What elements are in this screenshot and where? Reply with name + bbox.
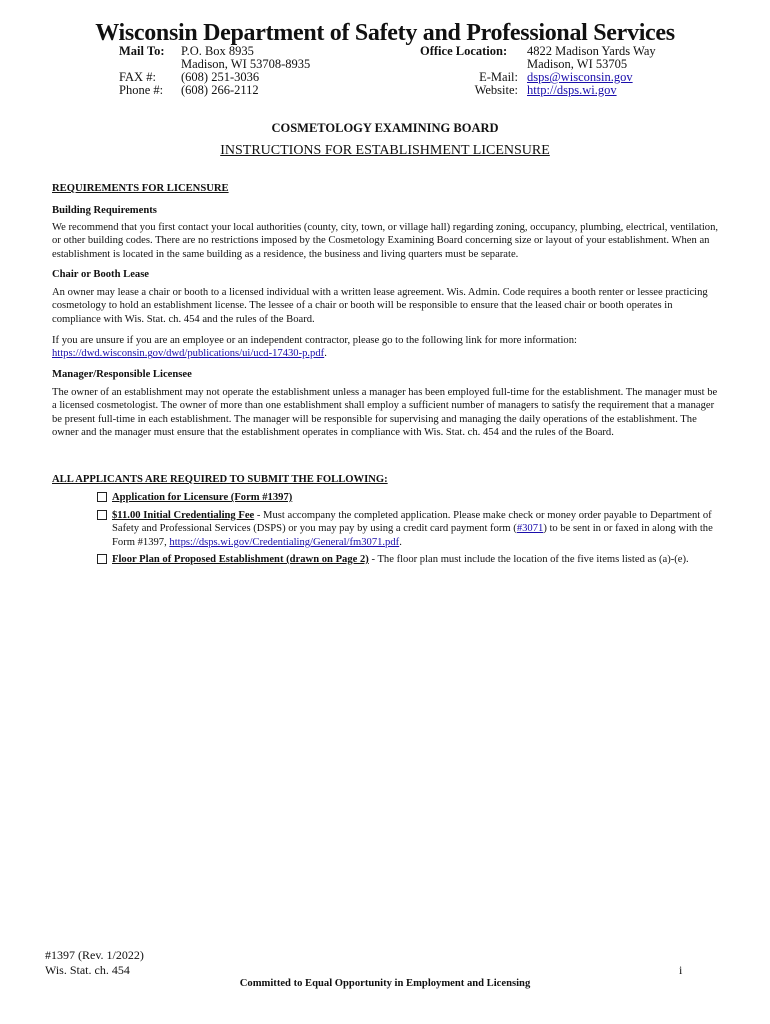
form-3071-link[interactable]: #3071: [516, 523, 544, 535]
checkbox[interactable]: [97, 510, 107, 520]
email-label: E-Mail:: [479, 70, 518, 84]
form-number: #1397 (Rev. 1/2022): [45, 948, 144, 962]
chair-lease-text: An owner may lease a chair or booth to a licensed individual with a written lease agreement. Wis. Admin. Code requires a booth renter or lessee practicing cosmetology to hold an establishment license. The lessee of a chair or booth will be responsible to ensure that the leased chair or booth operates in compliance with Wis. Stat. ch. 454 and the rules of the Board.: [52, 287, 708, 325]
contractor-info-text: If you are unsure if you are an employee or an independent contractor, please go to the following link for more information:: [52, 335, 577, 346]
office-address-line2: Madison, WI 53705: [527, 57, 628, 71]
email-link[interactable]: dsps@wisconsin.gov: [527, 70, 633, 84]
website-link[interactable]: http://dsps.wi.gov: [527, 83, 617, 97]
chair-lease-heading: Chair or Booth Lease: [52, 269, 150, 280]
period: .: [324, 348, 327, 360]
manager-heading: Manager/Responsible Licensee: [52, 369, 192, 380]
equal-opportunity-motto: Committed to Equal Opportunity in Employment and Licensing: [239, 978, 531, 989]
mail-to-label: Mail To:: [119, 44, 165, 58]
fee-title: $11.00 Initial Credentialing Fee: [112, 510, 255, 521]
building-requirements-text: We recommend that you first contact your local authorities (county, city, town, or village hall) regarding zoning, occupancy, plumbing, electrical, ventilation, or other building codes. There are no restrictions imposed by the Cosmetology Examining Board concerning size or layout of your establishment. When an establishment is located in the same building as a residence, the business and living quarters must be separate.: [52, 222, 719, 260]
manager-text: The owner of an establishment may not operate the establishment unless a manager has been employed full-time for the establishment. The manager must be a licensed cosmetologist. The owner of more than one establishment shall employ a sufficient number of managers to satisfy the requirement that a manager be present full-time in each establishment. The manager will be responsible for supervising and managing the daily operations of the establishment. The owner and the manager must ensure that the establishment operates in compliance with Wis. Stat. ch. 454 and the rules of the Board.: [52, 387, 718, 439]
application-form-title: Application for Licensure (Form #1397): [112, 492, 293, 503]
office-address-line1: 4822 Madison Yards Way: [527, 44, 656, 58]
requirements-heading: REQUIREMENTS FOR LICENSURE: [52, 183, 229, 194]
checkbox[interactable]: [97, 492, 107, 502]
board-title: COSMETOLOGY EXAMINING BOARD: [271, 121, 499, 135]
page-number: i: [679, 963, 683, 977]
applicants-heading: ALL APPLICANTS ARE REQUIRED TO SUBMIT THE FOLLOWING:: [52, 474, 388, 485]
checklist-item-application: [97, 491, 719, 504]
checklist-item-fee: [97, 509, 719, 549]
checklist-item-floor-plan: [97, 553, 719, 566]
department-title: Wisconsin Department of Safety and Professional Services: [95, 20, 675, 46]
fax-value: (608) 251-3036: [181, 70, 260, 84]
phone-value: (608) 266-2112: [181, 83, 259, 97]
website-label: Website:: [474, 83, 518, 97]
instructions-title: INSTRUCTIONS FOR ESTABLISHMENT LICENSURE: [220, 143, 550, 158]
fee-text-b: ) to be sent in or faxed in along with the Form #1397,: [112, 523, 713, 548]
fee-text-c: .: [399, 536, 402, 548]
dwd-publication-link[interactable]: https://dwd.wisconsin.gov/dwd/publications/ui/ucd-17430-p.pdf: [52, 348, 325, 360]
building-requirements-heading: Building Requirements: [52, 205, 157, 216]
fax-label: FAX #:: [119, 70, 156, 84]
floor-plan-text: - The floor plan must include the location of the five items listed as (a)-(e).: [368, 554, 689, 565]
checkbox[interactable]: [97, 554, 107, 564]
office-location-label: Office Location:: [420, 44, 508, 58]
statute-reference: Wis. Stat. ch. 454: [45, 963, 130, 977]
mail-address-line2: Madison, WI 53708-8935: [181, 57, 311, 71]
floor-plan-title: Floor Plan of Proposed Establishment (drawn on Page 2): [112, 554, 369, 565]
fm3071-pdf-link[interactable]: https://dsps.wi.gov/Credentialing/General/fm3071.pdf: [169, 536, 400, 548]
mail-address-line1: P.O. Box 8935: [181, 44, 254, 58]
fee-text-a: - Must accompany the completed application. Please make check or money order payable to Department of Safety and Professional Services (DSPS) or you may pay by using a credit card payment form (: [112, 510, 712, 535]
phone-label: Phone #:: [119, 83, 164, 97]
contractor-info-paragraph: [52, 334, 720, 361]
